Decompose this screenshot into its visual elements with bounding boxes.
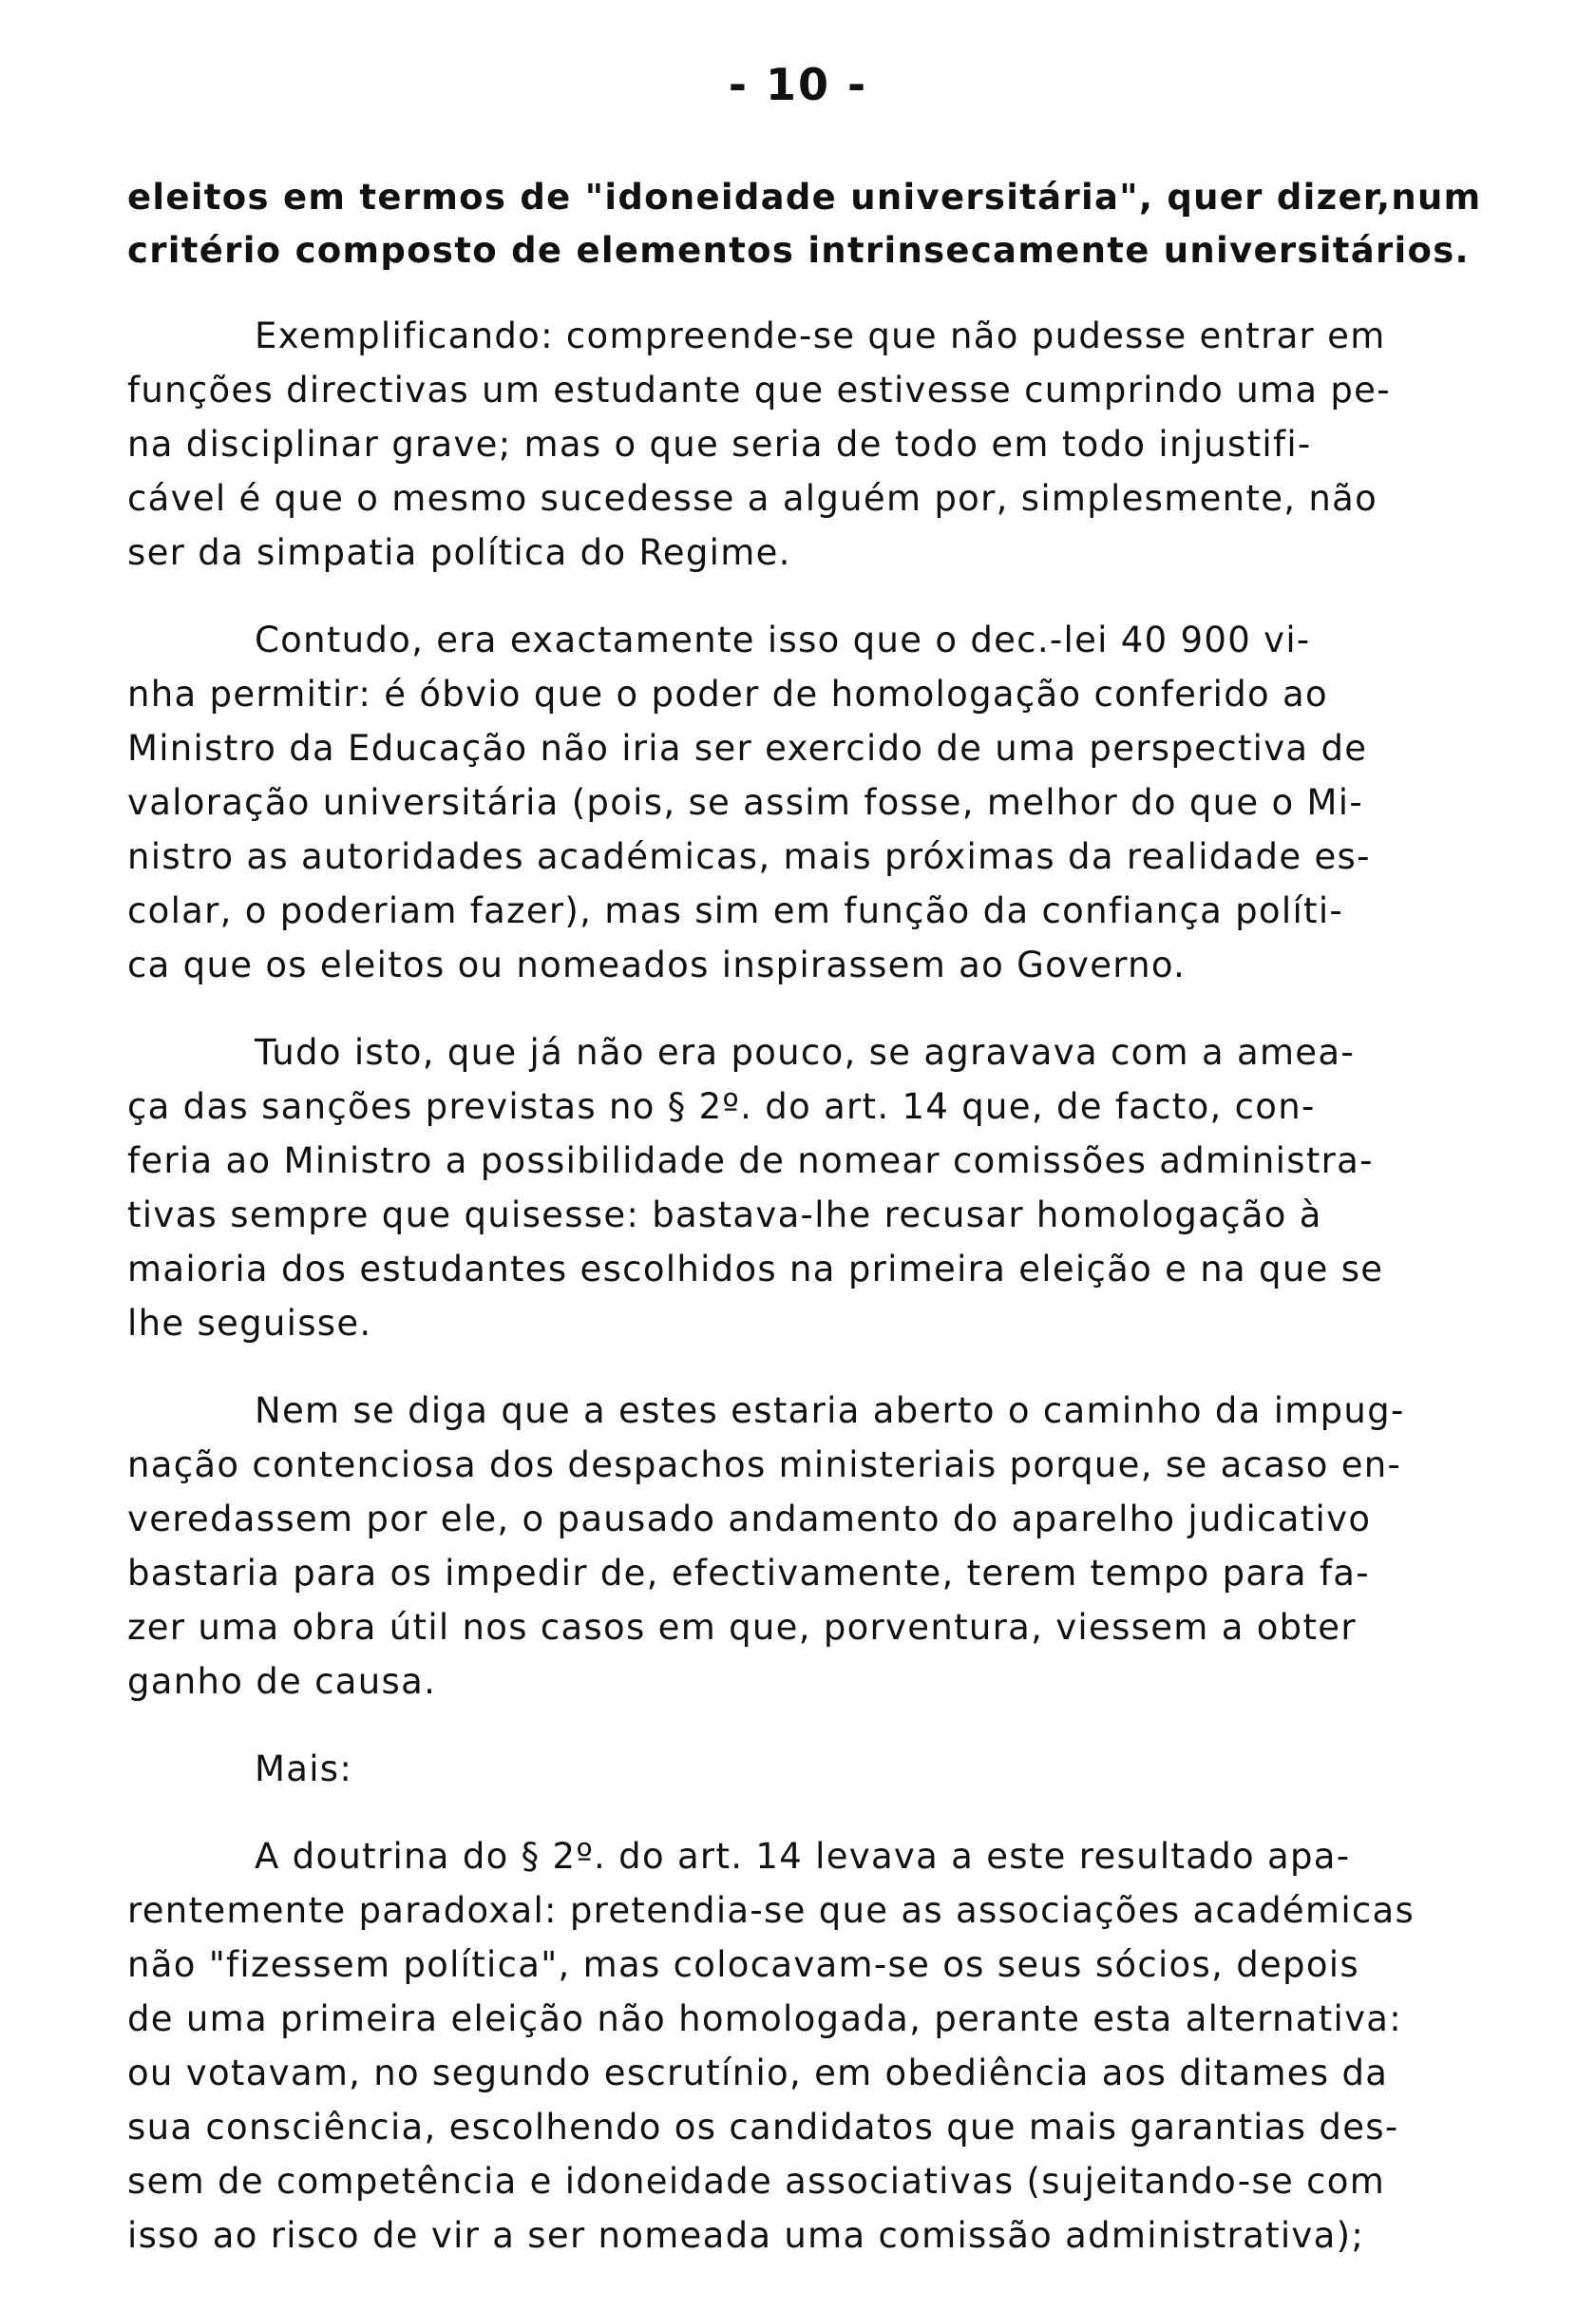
paragraph-5-line-2: nação contenciosa dos despachos ministeriais porque, se acaso en- bbox=[127, 1444, 1402, 1485]
paragraph-2-line-3: na disciplinar grave; mas o que seria de todo em todo injustifi- bbox=[127, 424, 1312, 465]
paragraph-3-line-5: nistro as autoridades académicas, mais próximas da realidade es- bbox=[127, 836, 1371, 877]
paragraph-2-line-4: cável é que o mesmo sucedesse a alguém por, simplesmente, não bbox=[127, 478, 1378, 519]
paragraph-4-line-6: lhe seguisse. bbox=[127, 1303, 372, 1344]
paragraph-7-line-3: não "fizessem política", mas colocavam-se os seus sócios, depois bbox=[127, 1944, 1359, 1985]
paragraph-4-line-5: maioria dos estudantes escolhidos na primeira eleição e na que se bbox=[127, 1249, 1384, 1289]
paragraph-7-line-1: A doutrina do § 2º. do art. 14 levava a este resultado apa- bbox=[255, 1836, 1351, 1877]
paragraph-2-line-1: Exemplificando: compreende-se que não pudesse entrar em bbox=[255, 315, 1386, 356]
paragraph-4-line-4: tivas sempre que quisesse: bastava-lhe recusar homologação à bbox=[127, 1194, 1322, 1235]
paragraph-2-line-5: ser da simpatia política do Regime. bbox=[127, 532, 791, 573]
paragraph-5-line-1: Nem se diga que a estes estaria aberto o caminho da impug- bbox=[255, 1390, 1405, 1431]
paragraph-7-line-2: rentemente paradoxal: pretendia-se que as associações académicas bbox=[127, 1890, 1416, 1931]
paragraph-4-line-1: Tudo isto, que já não era pouco, se agravava com a amea- bbox=[255, 1032, 1355, 1073]
paragraph-3-line-7: ca que os eleitos ou nomeados inspirassem ao Governo. bbox=[127, 945, 1187, 985]
paragraph-5-line-6: ganho de causa. bbox=[127, 1661, 437, 1702]
paragraph-5-line-4: bastaria para os impedir de, efectivamente, terem tempo para fa- bbox=[127, 1553, 1370, 1594]
paragraph-3-line-3: Ministro da Educação não iria ser exercido de uma perspectiva de bbox=[127, 728, 1368, 769]
paragraph-5-line-3: veredassem por ele, o pausado andamento do aparelho judicativo bbox=[127, 1499, 1372, 1539]
paragraph-6-line-1: Mais: bbox=[255, 1748, 353, 1789]
paragraph-4-line-3: feria ao Ministro a possibilidade de nomear comissões administra- bbox=[127, 1140, 1374, 1181]
paragraph-3-line-1: Contudo, era exactamente isso que o dec.-lei 40 900 vi- bbox=[255, 620, 1311, 660]
paragraph-1-line-2: critério composto de elementos intrinsecamente universitários. bbox=[127, 230, 1470, 271]
page-number: - 10 - bbox=[728, 59, 868, 110]
paragraph-7-line-4: de uma primeira eleição não homologada, perante esta alternativa: bbox=[127, 1998, 1403, 2039]
paragraph-7-line-5: ou votavam, no segundo escrutínio, em obediência aos ditames da bbox=[127, 2053, 1389, 2093]
paragraph-5-line-5: zer uma obra útil nos casos em que, porventura, viessem a obter bbox=[127, 1607, 1357, 1648]
paragraph-2-line-2: funções directivas um estudante que estivesse cumprindo uma pe- bbox=[127, 370, 1391, 411]
paragraph-4-line-2: ça das sanções previstas no § 2º. do art. 14 que, de facto, con- bbox=[127, 1086, 1316, 1127]
paragraph-3-line-4: valoração universitária (pois, se assim fosse, melhor do que o Mi- bbox=[127, 782, 1363, 823]
paragraph-3-line-2: nha permitir: é óbvio que o poder de homologação conferido ao bbox=[127, 674, 1328, 715]
paragraph-1-line-1: eleitos em termos de "idoneidade universitária", quer dizer,num bbox=[127, 177, 1482, 218]
paragraph-7-line-6: sua consciência, escolhendo os candidatos que mais garantias des- bbox=[127, 2107, 1399, 2148]
paragraph-7-line-7: sem de competência e idoneidade associativas (sujeitando-se com bbox=[127, 2161, 1386, 2202]
paragraph-7-line-8: isso ao risco de vir a ser nomeada uma comissão administrativa); bbox=[127, 2215, 1365, 2256]
paragraph-3-line-6: colar, o poderiam fazer), mas sim em função da confiança políti- bbox=[127, 890, 1344, 931]
